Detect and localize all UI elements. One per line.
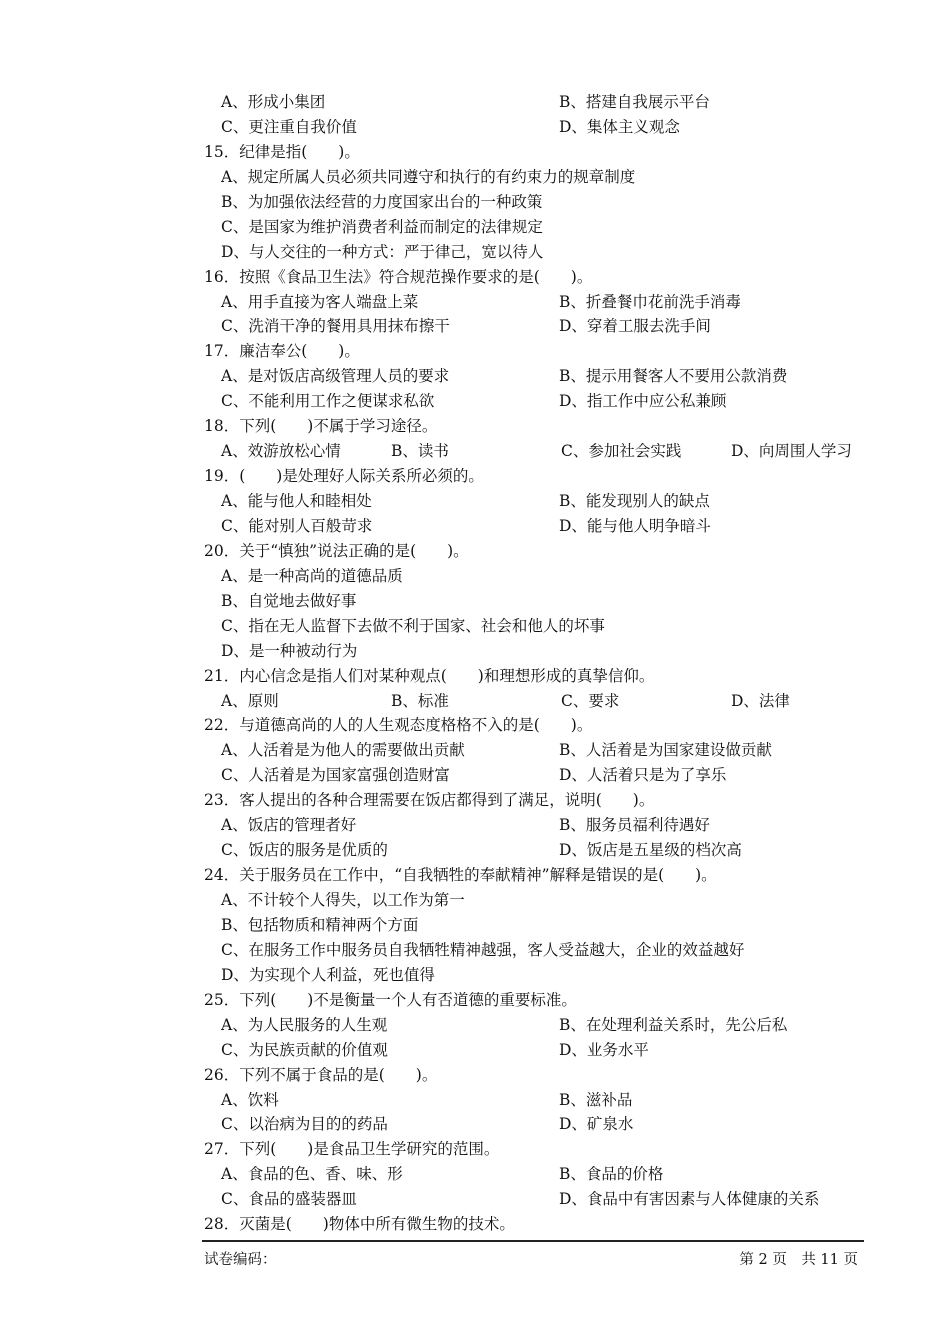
footer-page-number: 第 2 页 共 11 页 xyxy=(739,1252,858,1268)
answer-option: D、向周围人学习 xyxy=(731,442,852,461)
option-row xyxy=(204,489,864,514)
answer-option: B、包括物质和精神两个方面 xyxy=(221,915,419,934)
question-list xyxy=(204,90,864,1237)
answer-option: C、是国家为维护消费者利益而制定的法律规定 xyxy=(221,217,543,236)
answer-option: B、读书 xyxy=(391,442,449,461)
option-row xyxy=(204,190,864,215)
question-stem: 21．内心信念是指人们对某种观点( )和理想形成的真挚信仰。 xyxy=(204,666,655,685)
answer-option: C、饭店的服务是优质的 xyxy=(221,841,388,860)
answer-option: A、饮料 xyxy=(221,1090,279,1109)
answer-option: A、形成小集团 xyxy=(221,93,326,111)
option-row xyxy=(204,1013,864,1038)
answer-option: A、效游放松心情 xyxy=(221,442,341,461)
answer-option: B、自觉地去做好事 xyxy=(221,591,357,610)
question-stem: 22．与道德高尚的人的人生观态度格格不入的是( )。 xyxy=(204,716,593,735)
option-row xyxy=(204,1112,864,1137)
answer-option: A、是一种高尚的道德品质 xyxy=(221,566,403,585)
answer-option: B、人活着是为国家建设做贡献 xyxy=(559,741,772,760)
option-row xyxy=(204,215,864,240)
option-row xyxy=(204,888,864,913)
option-row xyxy=(204,913,864,938)
answer-option: B、折叠餐巾花前洗手消毒 xyxy=(559,292,741,311)
option-row xyxy=(204,589,864,614)
answer-option: D、穿着工服去洗手间 xyxy=(559,317,711,336)
answer-option: C、参加社会实践 xyxy=(561,442,682,461)
option-row xyxy=(204,738,864,763)
answer-option: D、是一种被动行为 xyxy=(221,641,358,660)
option-row xyxy=(204,813,864,838)
question-stem: 23．客人提出的各种合理需要在饭店都得到了满足，说明( )。 xyxy=(204,791,655,810)
option-row xyxy=(204,1187,864,1212)
option-row xyxy=(204,439,864,464)
option-row xyxy=(204,838,864,863)
answer-option: A、规定所属人员必须共同遵守和执行的有约束力的规章制度 xyxy=(221,167,636,186)
question-stem: 28．灭菌是( )物体中所有微生物的技术。 xyxy=(204,1215,515,1234)
question-stem: 17．廉洁奉公( )。 xyxy=(204,342,360,361)
option-row xyxy=(204,1088,864,1113)
option-row xyxy=(204,90,864,115)
question-stem: 25．下列( )不是衡量一个人有否道德的重要标准。 xyxy=(204,990,577,1009)
option-row xyxy=(204,1038,864,1063)
answer-option: B、食品的价格 xyxy=(559,1165,664,1184)
question-stem: 26．下列不属于食品的是( )。 xyxy=(204,1065,438,1084)
answer-option: C、更注重自我价值 xyxy=(221,117,357,136)
answer-option: A、人活着是为他人的需要做出贡献 xyxy=(221,741,465,760)
answer-option: B、服务员福利待遇好 xyxy=(559,816,710,835)
option-row xyxy=(204,639,864,664)
option-row xyxy=(204,389,864,414)
answer-option: C、不能利用工作之便谋求私欲 xyxy=(221,392,435,411)
answer-option: C、为民族贡献的价值观 xyxy=(221,1040,388,1059)
answer-option: D、与人交往的一种方式：严于律己，宽以待人 xyxy=(221,242,544,261)
answer-option: D、饭店是五星级的档次高 xyxy=(559,841,742,860)
answer-option: A、原则 xyxy=(221,691,279,710)
option-row xyxy=(204,314,864,339)
answer-option: D、法律 xyxy=(731,691,790,710)
answer-option: A、用手直接为客人端盘上菜 xyxy=(221,292,419,311)
answer-option: D、指工作中应公私兼顾 xyxy=(559,392,727,411)
option-row xyxy=(204,763,864,788)
question-stem: 24．关于服务员在工作中，“自我牺牲的奉献精神”解释是错误的是( )。 xyxy=(204,866,717,885)
answer-option: D、业务水平 xyxy=(559,1040,649,1059)
option-row xyxy=(204,290,864,315)
option-row xyxy=(204,689,864,714)
option-row xyxy=(204,564,864,589)
answer-option: D、能与他人明争暗斗 xyxy=(559,516,711,535)
answer-option: A、是对饭店高级管理人员的要求 xyxy=(221,367,450,386)
option-row xyxy=(204,514,864,539)
answer-option: B、能发现别人的缺点 xyxy=(559,492,710,510)
answer-option: B、标准 xyxy=(391,691,449,710)
option-row xyxy=(204,364,864,389)
option-row xyxy=(204,165,864,190)
answer-option: C、以治病为目的的药品 xyxy=(221,1115,388,1134)
answer-option: A、食品的色、香、味、形 xyxy=(221,1165,403,1184)
answer-option: D、集体主义观念 xyxy=(559,117,680,136)
answer-option: C、人活着是为国家富强创造财富 xyxy=(221,766,450,785)
answer-option: C、指在无人监督下去做不利于国家、社会和他人的坏事 xyxy=(221,616,605,635)
answer-option: C、食品的盛装器皿 xyxy=(221,1190,357,1209)
question-stem: 15．纪律是指( )。 xyxy=(204,142,360,161)
answer-option: C、洗消干净的餐用具用抹布擦干 xyxy=(221,317,450,336)
question-stem: 18．下列( )不属于学习途径。 xyxy=(204,417,438,436)
answer-option: A、为人民服务的人生观 xyxy=(221,1015,388,1034)
answer-option: B、在处理利益关系时，先公后私 xyxy=(559,1015,788,1034)
answer-option: A、饭店的管理者好 xyxy=(221,816,357,835)
answer-option: C、要求 xyxy=(561,691,620,710)
question-stem: 20．关于“慎独”说法正确的是( )。 xyxy=(204,541,469,560)
answer-option: D、食品中有害因素与人体健康的关系 xyxy=(559,1190,820,1209)
footer-divider xyxy=(202,1240,864,1242)
question-stem: 19．( )是处理好人际关系所必须的。 xyxy=(204,467,484,486)
answer-option: A、不计较个人得失，以工作为第一 xyxy=(221,891,465,909)
option-row xyxy=(204,938,864,963)
answer-option: D、矿泉水 xyxy=(559,1115,634,1134)
answer-option: C、能对别人百般苛求 xyxy=(221,516,373,535)
answer-option: B、为加强依法经营的力度国家出台的一种政策 xyxy=(221,192,543,211)
option-row xyxy=(204,1162,864,1187)
answer-option: A、能与他人和睦相处 xyxy=(221,492,372,510)
answer-option: D、人活着只是为了享乐 xyxy=(559,766,727,785)
question-stem: 16．按照《食品卫生法》符合规范操作要求的是( )。 xyxy=(204,267,593,286)
answer-option: B、提示用餐客人不要用公款消费 xyxy=(559,367,788,386)
answer-option: B、搭建自我展示平台 xyxy=(559,93,710,111)
footer-exam-code: 试卷编码： xyxy=(204,1252,277,1268)
option-row xyxy=(204,963,864,988)
option-row xyxy=(204,614,864,639)
option-row xyxy=(204,240,864,265)
answer-option: B、滋补品 xyxy=(559,1090,633,1109)
option-row xyxy=(204,115,864,140)
question-stem: 27．下列( )是食品卫生学研究的范围。 xyxy=(204,1140,500,1159)
answer-option: D、为实现个人利益，死也值得 xyxy=(221,965,435,984)
answer-option: C、在服务工作中服务员自我牺牲精神越强，客人受益越大，企业的效益越好 xyxy=(221,940,745,959)
